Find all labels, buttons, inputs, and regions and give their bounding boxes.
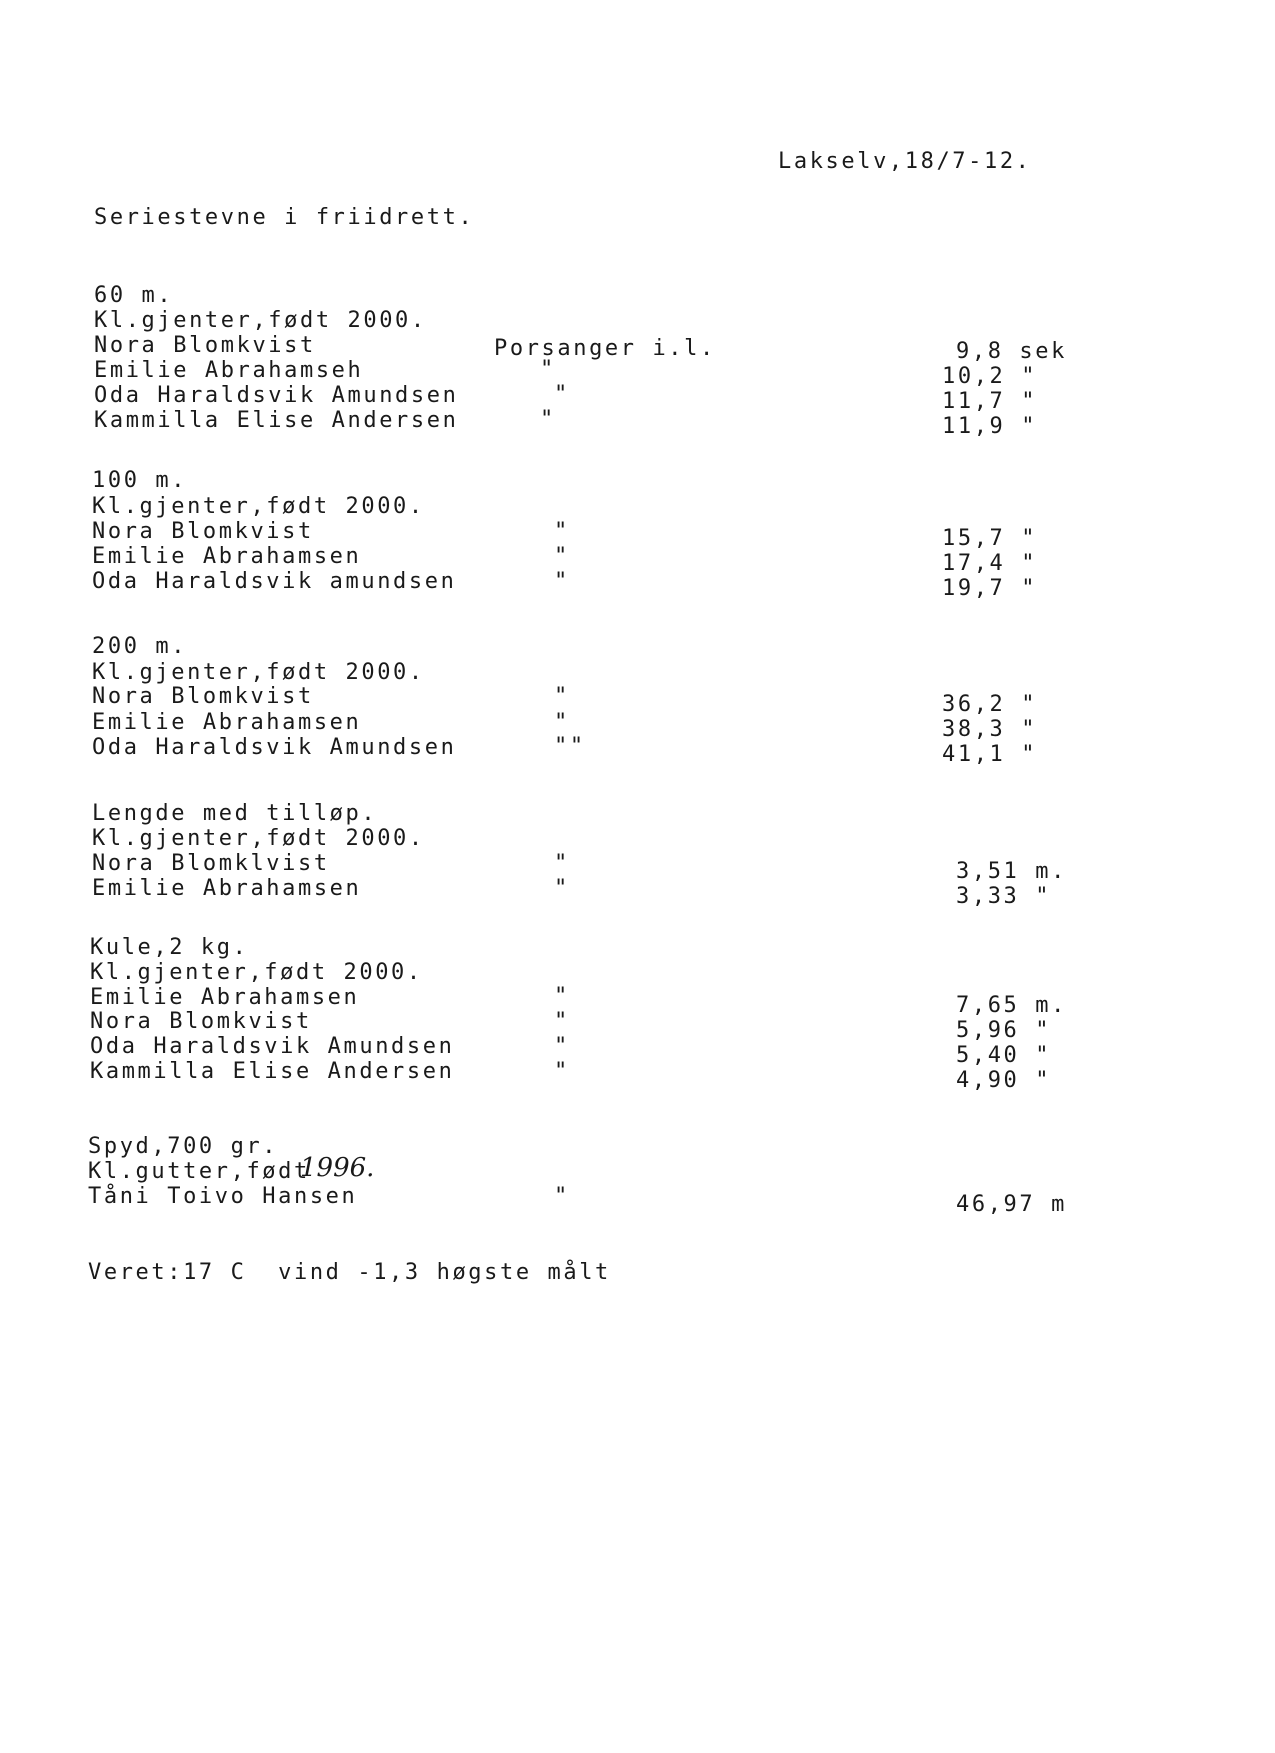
result-value: 41,1 " <box>942 742 1038 767</box>
place-date: Lakselv,18/7-12. <box>778 149 1032 174</box>
result-value: 46,97 m <box>956 1192 1067 1217</box>
athlete-name: Oda Haraldsvik Amundsen <box>92 735 457 760</box>
athlete-name: Emilie Abrahamsen <box>90 985 360 1010</box>
ditto-mark: " <box>540 407 556 432</box>
ditto-mark: " <box>554 544 570 569</box>
event-class: Kl.gutter,født <box>88 1159 310 1184</box>
athlete-name: Kammilla Elise Andersen <box>90 1059 455 1084</box>
athlete-name: Oda Haraldsvik Amundsen <box>94 383 459 408</box>
result-value: 36,2 " <box>942 692 1038 717</box>
athlete-name: Oda Haraldsvik amundsen <box>92 569 457 594</box>
ditto-mark: " <box>554 851 570 876</box>
event-class: Kl.gjenter,født 2000. <box>92 826 425 851</box>
club-name: Porsanger i.l. <box>494 336 716 361</box>
athlete-name: Nora Blomkvist <box>92 519 314 544</box>
document-title: Seriestevne i friidrett. <box>94 205 475 230</box>
event-name: 200 m. <box>92 634 188 659</box>
athlete-name: Nora Blomkvist <box>90 1009 312 1034</box>
event-name: 60 m. <box>94 283 174 308</box>
ditto-mark: " <box>554 1184 570 1209</box>
ditto-mark: " <box>554 382 570 407</box>
result-value: 5,96 " <box>956 1018 1052 1043</box>
event-name: 100 m. <box>92 468 188 493</box>
athlete-name: Kammilla Elise Andersen <box>94 408 459 433</box>
ditto-mark: "" <box>554 734 586 759</box>
event-class: Kl.gjenter,født 2000. <box>92 494 425 519</box>
athlete-name: Emilie Abrahamseh <box>94 358 364 383</box>
ditto-mark: " <box>554 519 570 544</box>
result-value: 9,8 sek <box>956 339 1067 364</box>
result-value: 11,7 " <box>942 389 1038 414</box>
ditto-mark: " <box>554 984 570 1009</box>
event-class: Kl.gjenter,født 2000. <box>92 660 425 685</box>
event-class: Kl.gjenter,født 2000. <box>94 308 427 333</box>
result-value: 17,4 " <box>942 551 1038 576</box>
athlete-name: Emilie Abrahamsen <box>92 876 362 901</box>
result-value: 15,7 " <box>942 526 1038 551</box>
event-name: Lengde med tilløp. <box>92 801 378 826</box>
result-value: 7,65 m. <box>956 993 1067 1018</box>
result-value: 5,40 " <box>956 1043 1052 1068</box>
athlete-name: Tåni Toivo Hansen <box>88 1184 358 1209</box>
result-value: 11,9 " <box>942 414 1038 439</box>
athlete-name: Oda Haraldsvik Amundsen <box>90 1034 455 1059</box>
ditto-mark: " <box>554 876 570 901</box>
handwritten-year: 1996. <box>300 1153 375 1183</box>
athlete-name: Nora Blomklvist <box>92 851 330 876</box>
result-value: 4,90 " <box>956 1068 1052 1093</box>
ditto-mark: " <box>554 569 570 594</box>
event-name: Kule,2 kg. <box>90 935 249 960</box>
athlete-name: Nora Blomkvist <box>94 333 316 358</box>
ditto-mark: " <box>554 1009 570 1034</box>
ditto-mark: " <box>540 357 556 382</box>
event-name: Spyd,700 gr. <box>88 1134 279 1159</box>
ditto-mark: " <box>554 1034 570 1059</box>
ditto-mark: " <box>554 710 570 735</box>
result-value: 38,3 " <box>942 717 1038 742</box>
ditto-mark: " <box>554 1059 570 1084</box>
result-value: 3,51 m. <box>956 859 1067 884</box>
athlete-name: Emilie Abrahamsen <box>92 544 362 569</box>
result-value: 10,2 " <box>942 364 1038 389</box>
athlete-name: Emilie Abrahamsen <box>92 710 362 735</box>
result-value: 3,33 " <box>956 884 1052 909</box>
result-value: 19,7 " <box>942 576 1038 601</box>
event-class: Kl.gjenter,født 2000. <box>90 960 423 985</box>
ditto-mark: " <box>554 684 570 709</box>
weather-note: Veret:17 C vind -1,3 høgste målt <box>88 1260 611 1285</box>
athlete-name: Nora Blomkvist <box>92 684 314 709</box>
